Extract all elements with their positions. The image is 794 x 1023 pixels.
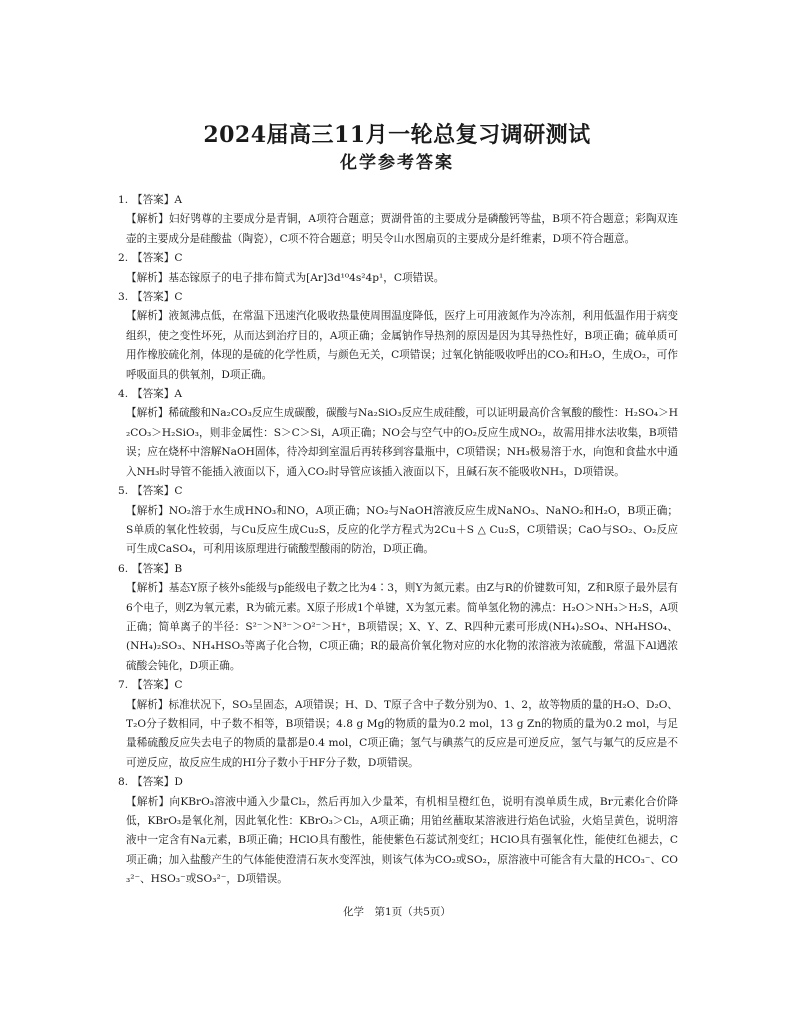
question-item-4 bbox=[118, 385, 678, 482]
answer-text: 【答案】B bbox=[132, 562, 183, 575]
answer-text: 【答案】D bbox=[132, 776, 183, 789]
explanation-text: 【解析】妇好鸮尊的主要成分是青铜，A项符合题意；贾湖骨笛的主要成分是磷酸钙等盐，B项不符合题意；彩陶双连壶的主要成分是硅酸盐（陶瓷），C项不符合题意；明吴令山水图扇页的主要成分是纤维素，D项不符合题意。 bbox=[126, 213, 678, 245]
page-footer: 化学 第1页（共5页） bbox=[343, 906, 451, 918]
answer-text: 【答案】A bbox=[132, 194, 183, 206]
question-number: 2. bbox=[118, 252, 129, 265]
question-number: 5. bbox=[118, 485, 129, 498]
question-number: 8. bbox=[118, 776, 129, 789]
question-number: 1. bbox=[118, 194, 129, 206]
explanation-text: 【解析】NO₂溶于水生成HNO₃和NO，A项正确；NO₂与NaOH溶液反应生成NaNO₃、NaNO₂和H₂O，B项正确；S单质的氧化性较弱，与Cu反应生成Cu₂S，反应的化学方程式为2Cu＋S △ Cu₂S，C项错误；CaO与SO₂、O₂反应可生成CaSO₄，可利用该原理进行硫酸型酸雨的防治，D项正确。 bbox=[126, 504, 678, 556]
question-number: 7. bbox=[118, 679, 129, 692]
question-item-1 bbox=[118, 191, 678, 249]
page-subtitle: 化学参考答案 bbox=[340, 153, 454, 173]
question-number: 4. bbox=[118, 388, 129, 401]
answer-text: 【答案】C bbox=[132, 291, 183, 304]
explanation-text: 【解析】稀硫酸和Na₂CO₃反应生成碳酸，碳酸与Na₂SiO₃反应生成硅酸，可以证明最高价含氧酸的酸性：H₂SO₄＞H₂CO₃＞H₂SiO₃，则非金属性：S＞C＞Si，A项正确；NO会与空气中的O₂反应生成NO₂，故需用排水法收集，B项错误；应在烧杯中溶解NaOH固体，待冷却到室温后再转移到容量瓶中，C项错误；NH₃极易溶于水，向饱和食盐水中通入NH₃时导管不能插入液面以下，通入CO₂时导管应该插入液面以下，且碱石灰不能吸收NH₃，D项错误。 bbox=[126, 407, 678, 478]
explanation-text: 【解析】基态Y原子核外s能级与p能级电子数之比为4∶3，则Y为氮元素。由Z与R的价键数可知，Z和R原子最外层有6个电子，则Z为氧元素，R为硫元素。X原子形成1个单键，X为氢元素。简单氢化物的沸点：H₂O＞NH₃＞H₂S，A项正确；简单离子的半径：S²⁻＞N³⁻＞O²⁻＞H⁺，B项错误；X、Y、Z、R四种元素可形成(NH₄)₂SO₄、NH₄HSO₄、(NH₄)₂SO₃、NH₄HSO₃等离子化合物，C项正确；R的最高价氧化物对应的水化物的浓溶液为浓硫酸，常温下Al遇浓硫酸会钝化，D项正确。 bbox=[126, 582, 678, 672]
question-item-3 bbox=[118, 288, 678, 385]
question-item-5 bbox=[118, 482, 678, 560]
page-title: 2024届高三11月一轮总复习调研测试 bbox=[203, 122, 591, 148]
answer-text: 【答案】A bbox=[132, 388, 183, 401]
question-number: 3. bbox=[118, 291, 129, 304]
answer-list bbox=[118, 191, 678, 890]
explanation-text: 【解析】基态镓原子的电子排布简式为[Ar]3d¹⁰4s²4p¹，C项错误。 bbox=[126, 271, 445, 284]
explanation-text: 【解析】标准状况下，SO₃呈固态，A项错误；H、D、T原子含中子数分别为0、1、2，故等物质的量的H₂O、D₂O、T₂O分子数相同，中子数不相等，B项错误；4.8 g Mg的物质的量为0.2 mol，13 g Zn的物质的量为0.2 mol，与足量稀硫酸反应失去电子的物质的量都是0.4 mol，C项正确；氢气与碘蒸气的反应是可逆反应，氢气与氟气的反应是不可逆反应，故反应生成的HI分子数小于HF分子数，D项错误。 bbox=[126, 698, 678, 769]
question-item-6 bbox=[118, 560, 678, 676]
explanation-text: 【解析】液氮沸点低，在常温下迅速汽化吸收热量使周围温度降低，医疗上可用液氮作为冷冻剂，利用低温作用于病变组织，使之变性坏死，从而达到治疗目的，A项正确；金属钠作导热剂的原因是因为其导热性好，B项正确；硫单质可用作橡胶硫化剂，体现的是硫的化学性质，与颜色无关，C项错误；过氧化钠能吸收呼出的CO₂和H₂O，生成O₂，可作呼吸面具的供氧剂，D项正确。 bbox=[126, 310, 678, 381]
answer-text: 【答案】C bbox=[132, 252, 183, 265]
question-number: 6. bbox=[118, 562, 129, 575]
question-item-8 bbox=[118, 773, 678, 889]
explanation-text: 【解析】向KBrO₃溶液中通入少量Cl₂，然后再加入少量苯，有机相呈橙红色，说明有溴单质生成，Br元素化合价降低，KBrO₃是氧化剂，因此氧化性：KBrO₃＞Cl₂，A项正确；用铂丝蘸取某溶液进行焰色试验，火焰呈黄色，说明溶液中一定含有Na元素，B项正确；HClO具有酸性，能使紫色石蕊试剂变红；HClO具有强氧化性，能使红色褪去，C项正确；加入盐酸产生的气体能使澄清石灰水变浑浊，则该气体为CO₂或SO₂，原溶液中可能含有大量的HCO₃⁻、CO₃²⁻、HSO₃⁻或SO₃²⁻，D项错误。 bbox=[126, 795, 678, 886]
question-item-7 bbox=[118, 676, 678, 773]
question-item-2 bbox=[118, 249, 678, 288]
answer-text: 【答案】C bbox=[132, 679, 183, 692]
answer-text: 【答案】C bbox=[132, 485, 183, 498]
